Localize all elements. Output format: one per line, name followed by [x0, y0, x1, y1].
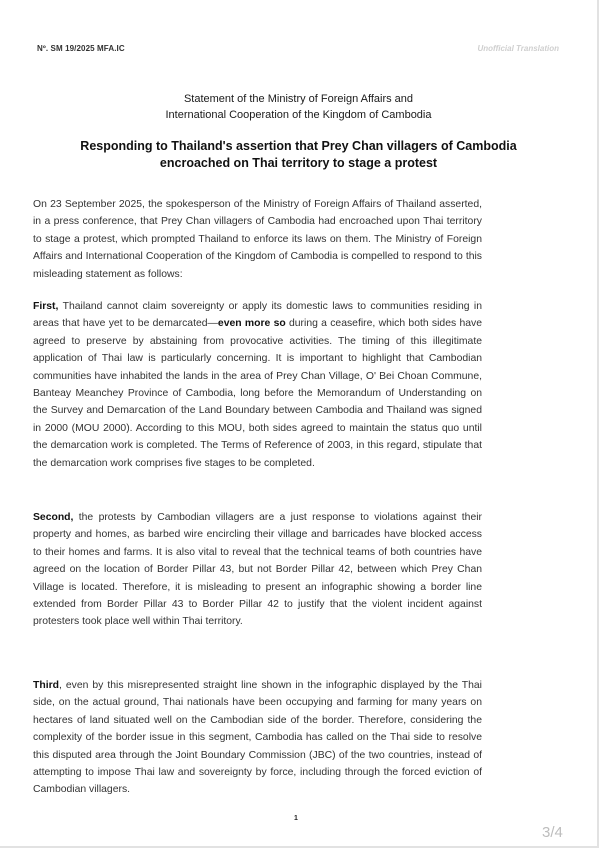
subtitle-line-2: encroached on Thai territory to stage a protest: [159, 156, 438, 170]
point-first-paragraph: [33, 298, 482, 472]
point-second-text: the protests by Cambodian villagers are a just response to violations against their property and homes, as barbed wire encircling their village and barricades have blocked access to their homes and farms. It is also vital to reveal that the technical teams of both countries have agreed on the location of Border Pillar 43, but not Border Pillar 42, between which Prey Chan Village is located. Therefore, it is misleading to present an infographic showing a border line extended from Border Pillar 43 to Border Pillar 42 to justify that the violent incident against protesters took place well within Thai territory.: [33, 512, 482, 628]
point-second-lead: Second,: [33, 512, 74, 523]
image-counter: 3/4: [542, 824, 563, 841]
reference-number: Nº. SM 19/2025 MFA.IC: [37, 44, 125, 53]
point-third-text: , even by this misrepresented straight line shown in the infographic displayed by the Thai side, on the actual ground, Thai nationals have been occupying and farming for many years on hectares of land situated well on the Cambodian side of the border. Therefore, considering the complexity of the border issue in this segment, Cambodia has called on the Thai side to resolve this disputed area through the Joint Boundary Commission (JBC) of the two countries, instead of attempting to impose Thai law and sovereignty by force, including through the forced eviction of Cambodian villagers.: [33, 680, 482, 796]
point-first-text-a: Thailand cannot claim sovereignty or apply its domestic laws to communities residing in areas that have yet to be demarcated—: [33, 301, 482, 330]
statement-subtitle: [0, 138, 597, 172]
point-third-paragraph: [33, 677, 482, 799]
subtitle-line-1: Responding to Thailand's assertion that Prey Chan villagers of Cambodia: [80, 139, 517, 153]
point-first-text-b: during a ceasefire, which both sides have agreed to preserve by abstaining from provocative activities. The timing of this illegitimate application of Thai law is particularly concerning. It is important to highlight that Cambodian communities have inhabited the lands in the area of Prey Chan Village, O' Bei Choan Commune, Banteay Meanchey Province of Cambodia, long before the Memorandum of Understanding on the Survey and Demarcation of the Land Boundary between Cambodia and Thailand was signed in 2000 (MOU 2000). According to this MOU, both sides agreed to maintain the status quo until the demarcation work is completed. The Terms of Reference of 2003, in this regard, stipulate that the demarcation work comprises five stages to be completed.: [33, 318, 482, 469]
intro-paragraph: On 23 September 2025, the spokesperson of the Ministry of Foreign Affairs of Thailand asserted, in a press conference, that Prey Chan villagers of Cambodia had encroached upon Thai territory to stage a protest, which prompted Thailand to enforce its laws on them. The Ministry of Foreign Affairs and International Cooperation of the Kingdom of Cambodia is compelled to respond to this misleading statement as follows:: [33, 199, 482, 280]
point-first-emphasis: even more so: [217, 318, 286, 330]
unofficial-translation-label: Unofficial Translation: [477, 44, 559, 53]
point-third-lead: Third: [33, 680, 59, 691]
point-first-lead: First,: [33, 301, 59, 312]
page-number: 1: [294, 815, 298, 822]
point-second-paragraph: [33, 509, 482, 631]
title-line-1: Statement of the Ministry of Foreign Affairs and: [183, 93, 414, 105]
statement-title: [0, 91, 597, 123]
title-line-2: International Cooperation of the Kingdom of Cambodia: [165, 109, 432, 121]
